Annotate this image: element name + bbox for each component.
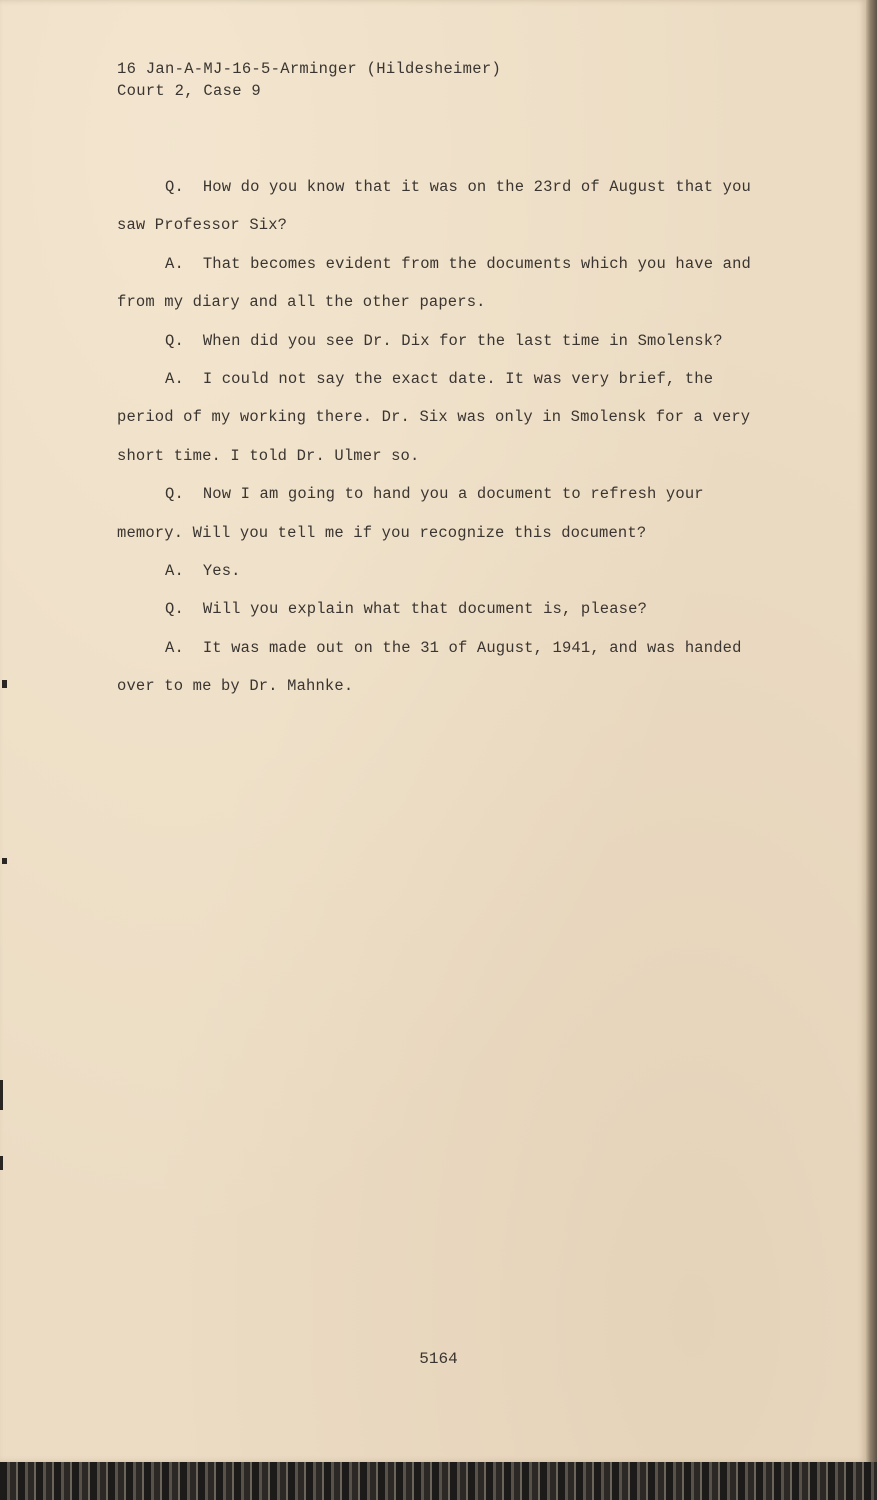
speaker-marker: Q. (165, 600, 184, 619)
speaker-marker: A. (165, 638, 184, 657)
entry-text: Yes. (202, 562, 241, 581)
transcript-entry (117, 552, 757, 590)
speaker-marker: Q. (165, 485, 184, 504)
speaker-marker: A. (165, 562, 184, 581)
entry-text: I could not say the exact date. It was very brief, the period of my working there. Dr. Six was only in Smolensk for a very short time. I told Dr. Ulmer so. (117, 370, 760, 465)
transcript-entry (117, 360, 760, 475)
entry-text: Now I am going to hand you a document to refresh your memory. Will you tell me if you recognize this document? (117, 485, 714, 542)
transcript-entry (117, 168, 761, 245)
entry-text: When did you see Dr. Dix for the last time in Smolensk? (202, 331, 723, 350)
page-number: 5164 (419, 1350, 458, 1368)
margin-mark (0, 1080, 3, 1110)
entry-text: It was made out on the 31 of August, 1941, and was handed over to me by Dr. Mahnke. (117, 638, 752, 696)
page-header (117, 58, 501, 102)
entry-text: How do you know that it was on the 23rd of August that you saw Professor Six? (117, 178, 761, 235)
transcript-entry (117, 245, 761, 322)
transcript-entry (117, 590, 757, 628)
transcript-entry (117, 322, 757, 360)
entry-text: That becomes evident from the documents which you have and from my diary and all the other papers. (117, 254, 761, 312)
speaker-marker: A. (165, 370, 184, 389)
speaker-marker: Q. (165, 178, 184, 196)
speaker-marker: A. (165, 254, 184, 273)
page-edge (866, 0, 877, 1462)
header-court-case: Court 2, Case 9 (117, 82, 262, 100)
margin-mark (2, 858, 7, 864)
margin-mark (2, 680, 7, 688)
transcript-body (117, 168, 761, 706)
entry-text: Will you explain what that document is, please? (202, 600, 648, 619)
scan-border (0, 1462, 877, 1500)
header-case-reference: 16 Jan-A-MJ-16-5-Arminger (Hildesheimer) (117, 60, 502, 78)
margin-mark (0, 1156, 3, 1170)
transcript-entry (117, 475, 757, 552)
transcript-entry (117, 629, 757, 706)
speaker-marker: Q. (165, 331, 184, 350)
